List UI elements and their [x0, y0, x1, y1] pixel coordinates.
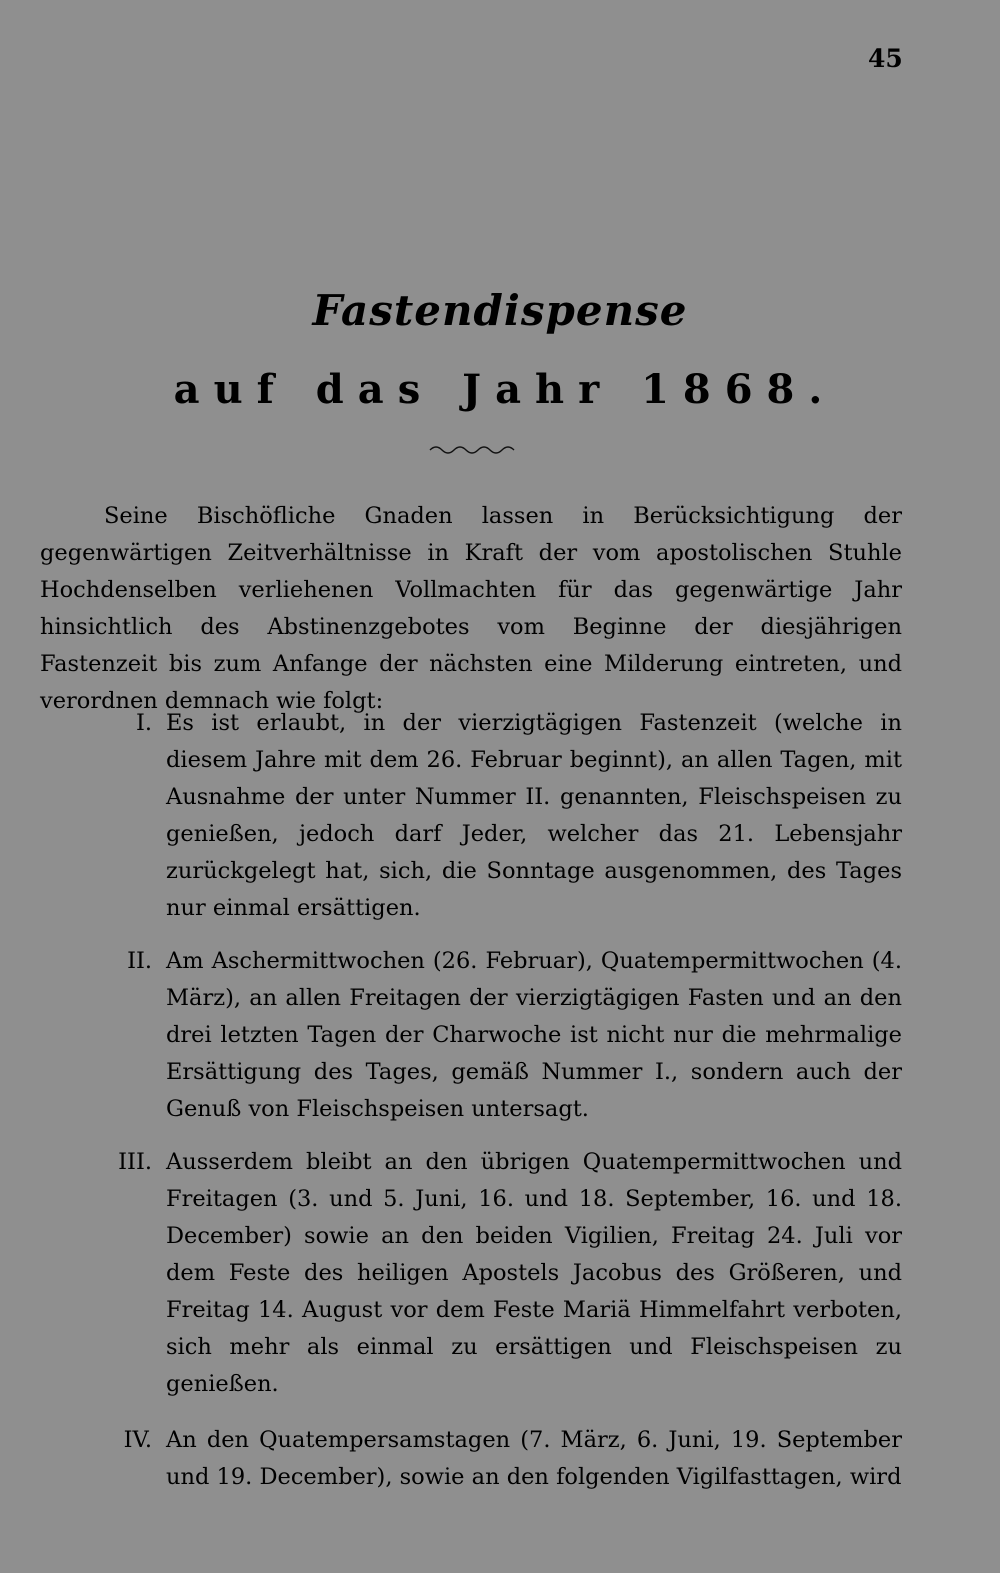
list-item-text: Ausserdem bleibt an den übrigen Quatempermittwochen und Freitagen (3. und 5. Juni, 16. und 18. September, 16. und 18. December) sowie an den beiden Vigilien, Freitag 24. Juli vor dem Feste des heiligen Apostels Jacobus des Größeren, und Freitag 14. August vor dem Feste Mariä Himmelfahrt verboten, sich mehr als einmal zu ersättigen und Fleischspeisen zu genießen. [166, 1149, 902, 1397]
page-title: Fastendispense [312, 286, 688, 335]
page-number: 45 [868, 44, 903, 73]
decorative-wave-divider [428, 438, 520, 458]
list-item [100, 1144, 902, 1403]
list-item [100, 1422, 902, 1496]
list-item [100, 705, 902, 927]
intro-paragraph: Seine Bischöfliche Gnaden lassen in Berücksichtigung der gegenwärtigen Zeitverhältnisse in Kraft der vom apostolischen Stuhle Hochdenselben verliehenen Vollmachten für das gegenwärtige Jahr hinsichtlich des Abstinenzgebotes vom Beginne der diesjährigen Fastenzeit bis zum Anfange der nächsten eine Milderung eintreten, und verordnen demnach wie folgt: [40, 503, 902, 714]
list-item [100, 943, 902, 1128]
list-item-text: Am Aschermittwochen (26. Februar), Quatempermittwochen (4. März), an allen Freitagen der vierzigtägigen Fasten und an den drei letzten Tagen der Charwoche ist nicht nur die mehrmalige Ersättigung des Tages, gemäß Nummer I., sondern auch der Genuß von Fleischspeisen untersagt. [166, 948, 902, 1122]
list-item-number: II. [127, 948, 152, 974]
list-item-number: III. [118, 1149, 152, 1175]
list-item-number: I. [135, 710, 152, 736]
page-subtitle: auf das Jahr 1868. [173, 366, 837, 413]
list-item-text: An den Quatempersamstagen (7. März, 6. Juni, 19. September und 19. December), sowie an den folgenden Vigilfasttagen, wird [166, 1427, 902, 1490]
list-item-number: IV. [123, 1427, 152, 1453]
list-item-text: Es ist erlaubt, in der vierzigtägigen Fastenzeit (welche in diesem Jahre mit dem 26. Februar beginnt), an allen Tagen, mit Ausnahme der unter Nummer II. genannten, Fleischspeisen zu genießen, jedoch darf Jeder, welcher das 21. Lebensjahr zurückgelegt hat, sich, die Sonntage ausgenommen, des Tages nur einmal ersättigen. [166, 710, 902, 921]
